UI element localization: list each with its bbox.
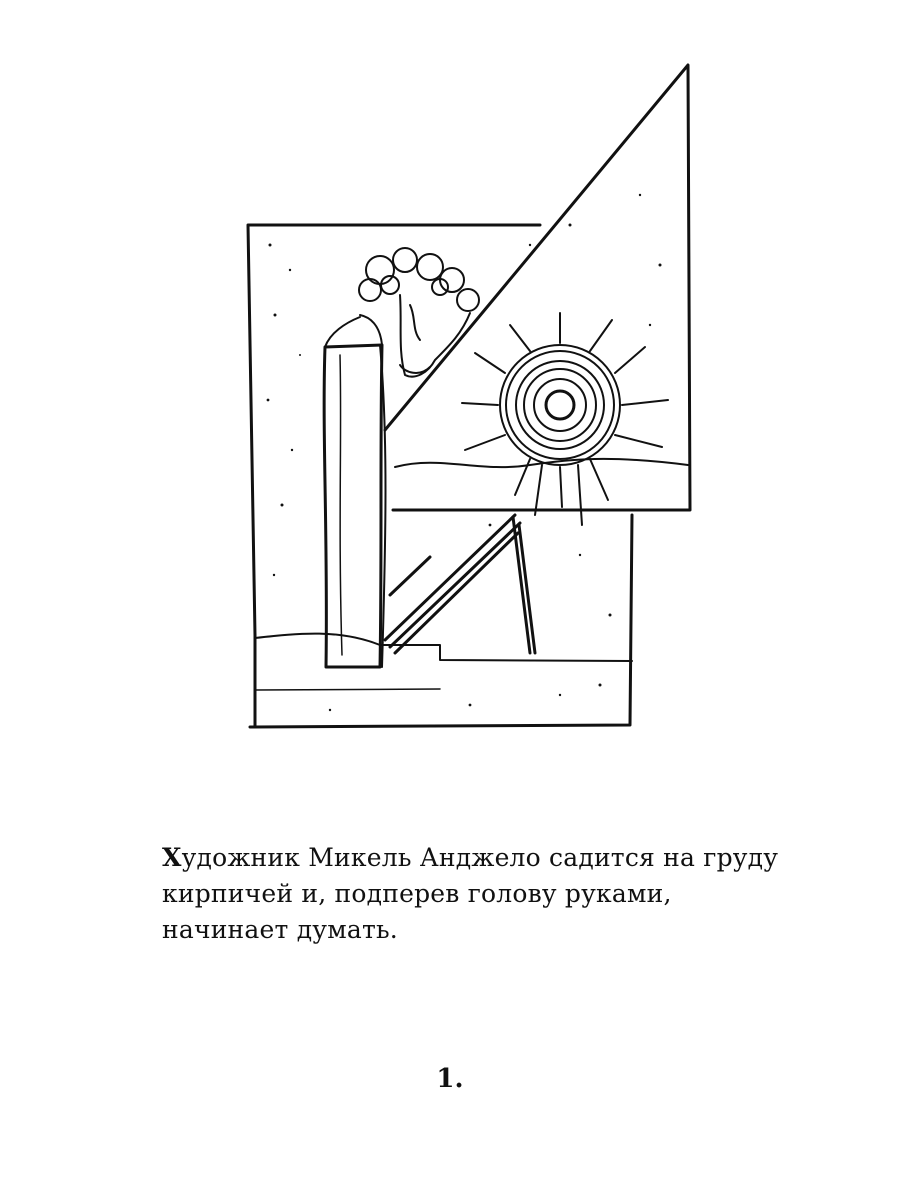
caption-line-2: кирпичей и, подперев голову руками, bbox=[162, 879, 672, 908]
caption-line-1 bbox=[162, 840, 802, 876]
easel-drawing bbox=[385, 515, 535, 653]
sun-drawing bbox=[462, 313, 668, 525]
caption-line-3: начинает думать. bbox=[162, 915, 398, 944]
caption-line-1-rest: удожник Микель Анджело садится на груду bbox=[181, 843, 779, 872]
head-drawing bbox=[359, 248, 479, 377]
ink-drawing-illustration bbox=[230, 55, 710, 745]
figure-body-drawing bbox=[324, 315, 385, 667]
page-number: 1. bbox=[436, 1064, 464, 1094]
caption-initial-letter: Х bbox=[162, 843, 182, 872]
caption-text bbox=[162, 840, 802, 948]
lower-panel-frame bbox=[248, 225, 632, 727]
